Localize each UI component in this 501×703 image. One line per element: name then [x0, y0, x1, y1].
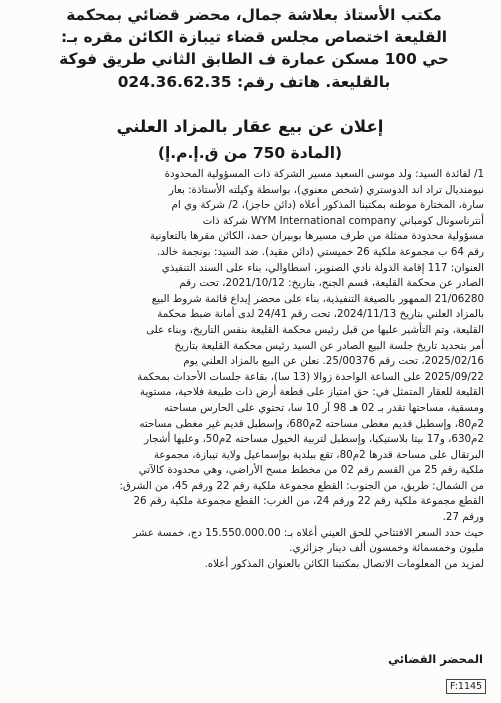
- office-header: [28, 4, 480, 93]
- signature-label: المحضر القضائي: [388, 652, 483, 666]
- header-line: حي 100 مسكن عمارة ف الطابق الثاني طريق فوكة: [59, 50, 449, 69]
- body-line: القطع مجموعة ملكية رقم 22 ورقم 24، من الغرب: القطع مجموعة ملكية رقم 26: [133, 495, 484, 508]
- body-line: 1/ لفائدة السيد: ولد موسى السعيد مسير الشركة ذات المسؤولية المحدودة: [164, 168, 484, 180]
- body-line: بالمزاد العلني بتاريخ 2024/11/13، تحت رقم 24/41 لدى أمانة ضبط محكمة: [157, 308, 484, 321]
- reference-code: F:1145: [446, 679, 486, 694]
- body-line: ورقم 27.: [442, 511, 484, 524]
- body-line: القليعة، وتم التأشير عليها من قبل رئيس محكمة القليعة بنفس التاريخ، وبناء على: [146, 323, 484, 336]
- body-line: العنوان: 117 إقامة الدولة نادي الصنوبر، اسطاوالي، بناء على السند التنفيذي: [161, 261, 484, 274]
- body-line: لمزيد من المعلومات الاتصال بمكتبنا الكائن بالعنوان المذكور أعلاه.: [204, 557, 484, 570]
- body-line: سارة، المختارة موطنه بمكتبنا المذكور أعلاه (دائن حاجز)، 2/ شركة وي ام: [171, 199, 484, 212]
- body-line: حيث حدد السعر الافتتاحي للحق العيني أعلاه بـ: 15.550.000.00 دج، خمسة عشر: [132, 526, 484, 539]
- article-reference: (المادة 750 من ق.إ.م.إ): [157, 144, 343, 162]
- header-line: بالقليعة. هاتف رقم: 024.36.62.35: [117, 72, 391, 91]
- body-line: 2025/02/16، تحت رقم 25/00376. نعلن عن البيع بالمزاد العلني يوم: [183, 355, 484, 368]
- body-line: مليون وخمسمائة وخمسون ألف دينار جزائري.: [289, 542, 484, 555]
- body-line: 2025/09/22 على الساعة الواحدة زوالا (13 سا)، بقاعة جلسات الأحداث بمحكمة: [137, 370, 484, 383]
- body-line: ملكية رقم 25 من القسم رقم 02 من مخطط مسح الأراضي، وهي محدودة كالآتي: [138, 464, 484, 477]
- body-line: أنترناسونال كومباني WYM International company شركة ذات: [202, 214, 484, 227]
- announcement-title-block: [20, 115, 480, 164]
- body-line: أمر بتحديد تاريخ جلسة البيع الصادر عن السيد رئيس محكمة القليعة بتاريخ: [174, 339, 484, 352]
- body-line: ومسقية، مساحتها تقدر بـ 02 هـ 98 آر 10 سا، تحتوي على الحارس مساحته: [164, 401, 484, 414]
- body-line: الصادر عن محكمة القليعة، قسم الجنح، بتاريخ: 2021/10/12، تحت رقم: [179, 277, 484, 290]
- body-line: 2م80، وإسطبل قديم مغطى مساحته 2م680، وإسطبل قديم غير مغطى مساحته: [139, 417, 484, 430]
- body-line: القليعة للعقار المتمثل في: حق امتياز على قطعة أرض ذات طبيعة فلاحية، مستوية: [139, 386, 484, 399]
- body-line: من الشمال: طريق، من الجنوب: القطع مجموعة ملكية رقم 22 ورقم 45، من الشرق:: [119, 479, 484, 492]
- body-line: مسؤولية محدودة ممثلة من طرف مسيرها بوبيران حمد، الكائن مقرها بالتعاونية: [149, 230, 484, 243]
- notice-body: [14, 167, 484, 572]
- body-line: 2م630، و17 بيتا بلاستيكيا، وإسطبل لتربية الخيول مساحته 2م50، وعليها أشجار: [144, 433, 484, 446]
- header-line: مكتب الأستاذ بعلاشة جمال، محضر قضائي بمحكمة: [66, 6, 442, 24]
- body-line: نيومنديال تراد اند الدوستري (شخص معنوي)، بواسطة وكيلته الأستاذة: بعار: [168, 183, 484, 196]
- body-line: 21/06280 الممهور بالصيغة التنفيذية، بناء على محضر إيداع قائمة شروط البيع: [151, 292, 484, 305]
- announcement-title: إعلان عن بيع عقار بالمزاد العلني: [116, 117, 384, 136]
- body-line: رقم 64 ب مجموعة ملكية 26 خميستي (دائن مقيد). ضد السيد: بونجمة خالد.: [156, 245, 484, 258]
- body-line: البرتقال على مساحة قدرها 2م80، تقع ببلدية بوإسماعيل ولاية تيبازة، مجموعة: [153, 448, 484, 461]
- header-line: القليعة اختصاص مجلس قضاء تيبازة الكائن مقره بـ:: [60, 28, 447, 47]
